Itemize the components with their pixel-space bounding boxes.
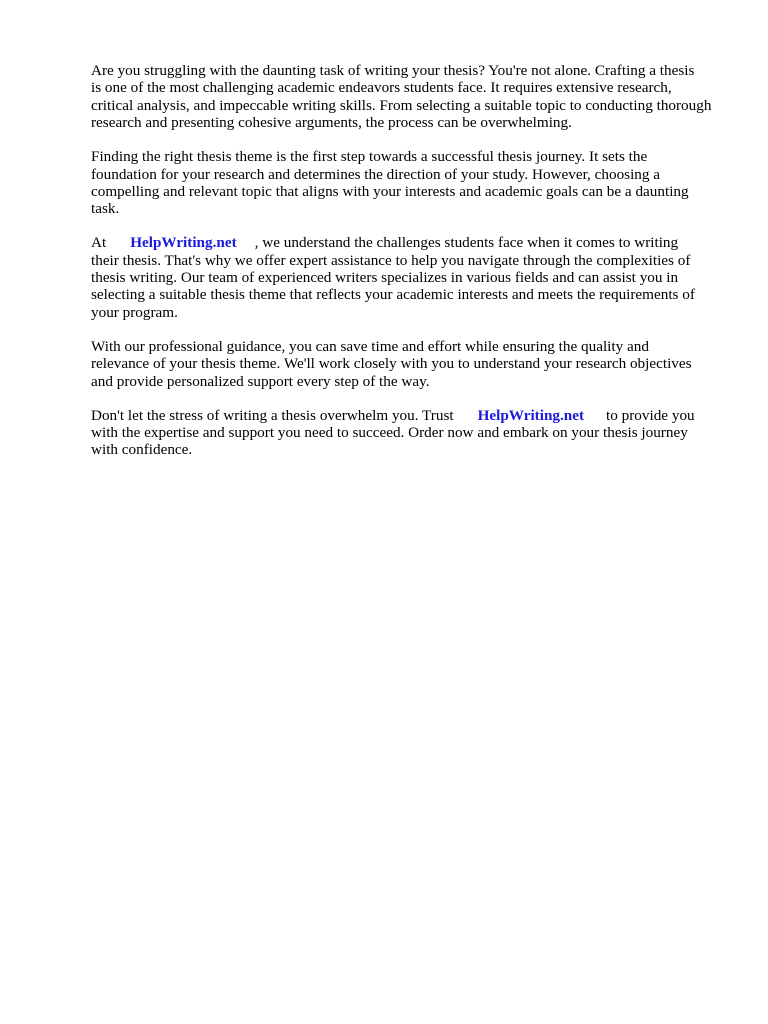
- helpwriting-link[interactable]: HelpWriting.net: [130, 234, 237, 252]
- helpwriting-link-2[interactable]: HelpWriting.net: [477, 406, 585, 424]
- paragraph-closing: [91, 407, 731, 459]
- paragraph-helpwriting-lead: At: [91, 234, 107, 252]
- document-body: [91, 62, 731, 475]
- paragraph-closing-rest: to provide you with the expertise and support you need to succeed. Order now and embark on your thesis journey with confidence.: [91, 406, 695, 459]
- paragraph-helpwriting: [91, 234, 731, 321]
- paragraph-helpwriting-rest: , we understand the challenges students face when it comes to writing their thesis. That's why we offer expert assistance to help you navigate through the complexities of thesis writing. Our team of experienced writers specializes in various fields and can assist you in selecting a suitable thesis theme that reflects your academic interests and meets the requirements of your program.: [91, 234, 695, 321]
- paragraph-intro: Are you struggling with the daunting task of writing your thesis? You're not alone. Crafting a thesis is one of the most challenging academic endeavors students face. It requires extensive research, critical analysis, and impeccable writing skills. From selecting a suitable topic to conducting thorough research and presenting cohesive arguments, the process can be overwhelming.: [91, 62, 712, 132]
- paragraph-closing-lead: Don't let the stress of writing a thesis overwhelm you. Trust: [91, 406, 454, 424]
- paragraph-finding-theme: Finding the right thesis theme is the first step towards a successful thesis journey. It sets the foundation for your research and determines the direction of your study. However, choosing a compelling and relevant topic that aligns with your interests and academic goals can be a daunting task.: [91, 148, 689, 218]
- paragraph-guidance: With our professional guidance, you can save time and effort while ensuring the quality and relevance of your thesis theme. We'll work closely with you to understand your research objectives and provide personalized support every step of the way.: [91, 337, 692, 390]
